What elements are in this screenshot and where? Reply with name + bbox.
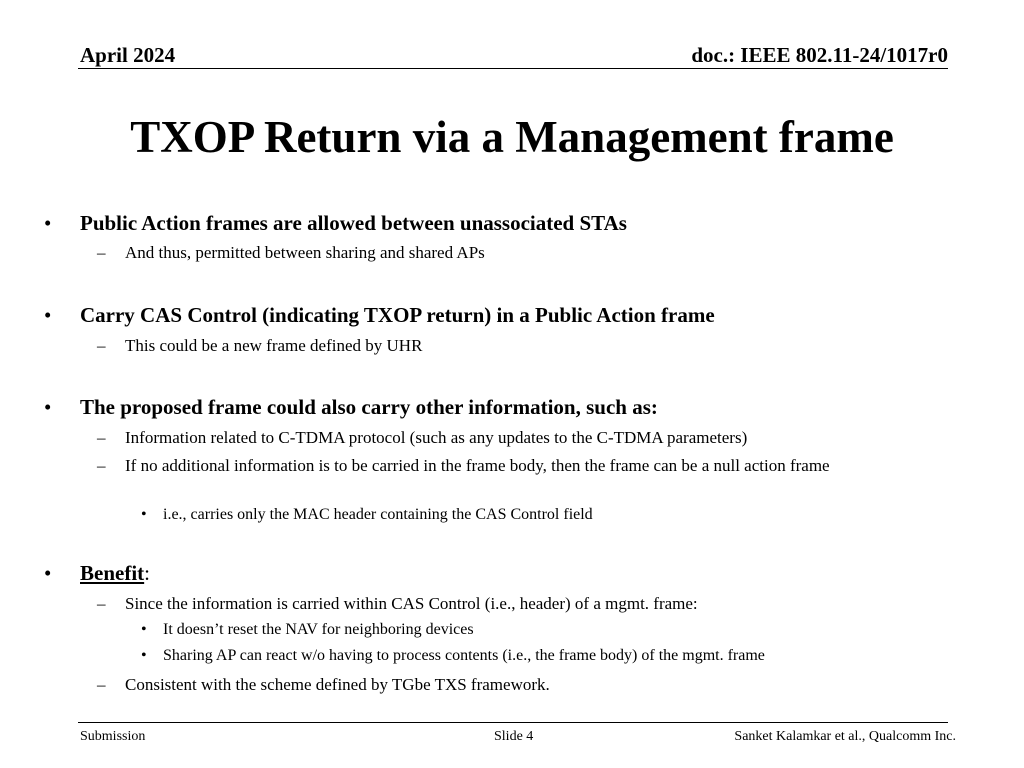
bullet-marker: • — [44, 561, 52, 585]
dash-marker: – — [97, 456, 106, 475]
sub-bullet-text: This could be a new frame defined by UHR — [125, 336, 423, 355]
sub-sub-bullet-text: Sharing AP can react w/o having to process contents (i.e., the frame body) of the mgmt. frame — [163, 647, 765, 664]
header-doc-id: doc.: IEEE 802.11-24/1017r0 — [691, 43, 948, 67]
bullet-text: The proposed frame could also carry other information, such as: — [80, 395, 658, 419]
footer-submission: Submission — [80, 729, 146, 744]
sub-bullet-text: Consistent with the scheme defined by TGbe TXS framework. — [125, 675, 550, 694]
sub-sub-bullet-3-2-1 — [141, 504, 593, 526]
sub-bullet-text: And thus, permitted between sharing and shared APs — [125, 243, 485, 262]
slide-title: TXOP Return via a Management frame — [130, 112, 894, 162]
footer-slide-number: Slide 4 — [494, 729, 534, 744]
benefit-colon: : — [144, 561, 150, 585]
sub-bullet-4-2 — [97, 673, 965, 696]
dash-marker: – — [97, 243, 106, 262]
sub-bullet-2-1 — [97, 334, 965, 357]
bullet-marker: • — [141, 621, 147, 638]
bullet-text: Carry CAS Control (indicating TXOP return) in a Public Action frame — [80, 303, 715, 327]
benefit-label: Benefit — [80, 561, 145, 585]
bullet-marker: • — [141, 647, 147, 664]
bullet-2 — [44, 303, 715, 327]
dash-marker: – — [97, 594, 106, 613]
sub-sub-bullet-4-1-2 — [141, 645, 765, 667]
sub-bullet-3-2 — [97, 454, 965, 477]
header-date: April 2024 — [80, 43, 176, 67]
footer-authors: Sanket Kalamkar et al., Qualcomm Inc. — [734, 729, 956, 744]
bullet-4 — [44, 561, 150, 585]
sub-sub-bullet-text: i.e., carries only the MAC header containing the CAS Control field — [163, 506, 593, 523]
footer-divider — [78, 722, 948, 723]
bullet-marker: • — [141, 506, 147, 523]
sub-bullet-text: If no additional information is to be carried in the frame body, then the frame can be a null action frame — [125, 456, 830, 475]
bullet-marker: • — [44, 303, 52, 327]
sub-bullet-4-1 — [97, 592, 965, 615]
sub-bullet-3-1 — [97, 426, 965, 449]
bullet-marker: • — [44, 211, 52, 235]
bullet-text: Public Action frames are allowed between unassociated STAs — [80, 211, 627, 235]
bullet-1 — [44, 211, 627, 235]
sub-bullet-1-1 — [97, 241, 965, 264]
sub-bullet-text: Information related to C-TDMA protocol (such as any updates to the C-TDMA parameters) — [125, 428, 748, 447]
bullet-3 — [44, 395, 658, 419]
sub-bullet-text: Since the information is carried within CAS Control (i.e., header) of a mgmt. frame: — [125, 594, 698, 613]
sub-sub-bullet-4-1-1 — [141, 619, 474, 641]
dash-marker: – — [97, 675, 106, 694]
dash-marker: – — [97, 336, 106, 355]
bullet-marker: • — [44, 395, 52, 419]
sub-sub-bullet-text: It doesn’t reset the NAV for neighboring devices — [163, 621, 474, 638]
dash-marker: – — [97, 428, 106, 447]
